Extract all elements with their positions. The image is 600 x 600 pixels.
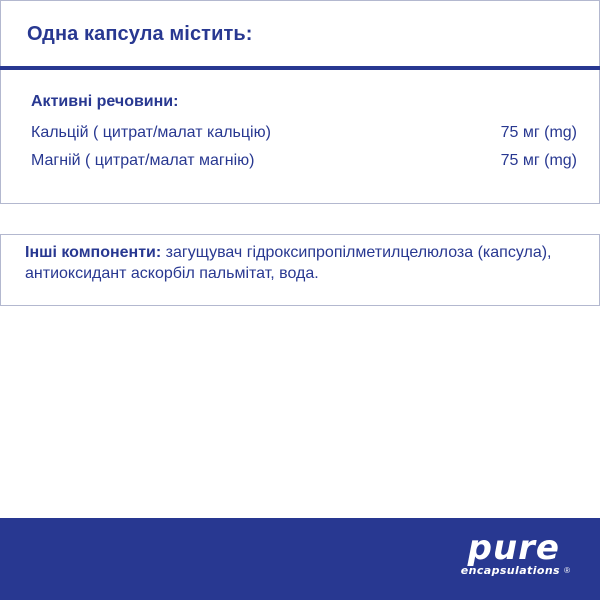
active-ingredients-section — [0, 70, 600, 204]
ingredient-name: Магній ( цитрат/малат магнію) — [31, 152, 255, 169]
other-ingredients-label: Інші компоненти: — [25, 244, 162, 261]
active-ingredients-heading: Активні речовини: — [31, 93, 179, 110]
brand-footer — [0, 518, 600, 600]
ingredient-amount: 75 мг (mg) — [500, 152, 577, 169]
ingredient-row — [31, 124, 577, 146]
composition-header — [0, 0, 600, 66]
pure-encapsulations-logo — [460, 528, 570, 577]
other-ingredients-text — [25, 242, 565, 284]
registered-mark: ® — [564, 566, 570, 575]
other-ingredients-section — [0, 234, 600, 306]
other-ingredients-list: загущувач гідроксипропілметилцелюлоза (капсула), антиоксидант аскорбіл пальмітат, вода. — [25, 244, 552, 282]
ingredient-row — [31, 152, 577, 174]
ingredient-name: Кальцій ( цитрат/малат кальцію) — [31, 124, 271, 141]
logo-wordmark: pure — [467, 528, 560, 568]
logo-subtitle: encapsulations — [460, 564, 560, 577]
composition-title: Одна капсула містить: — [27, 23, 253, 45]
ingredient-amount: 75 мг (mg) — [500, 124, 577, 141]
